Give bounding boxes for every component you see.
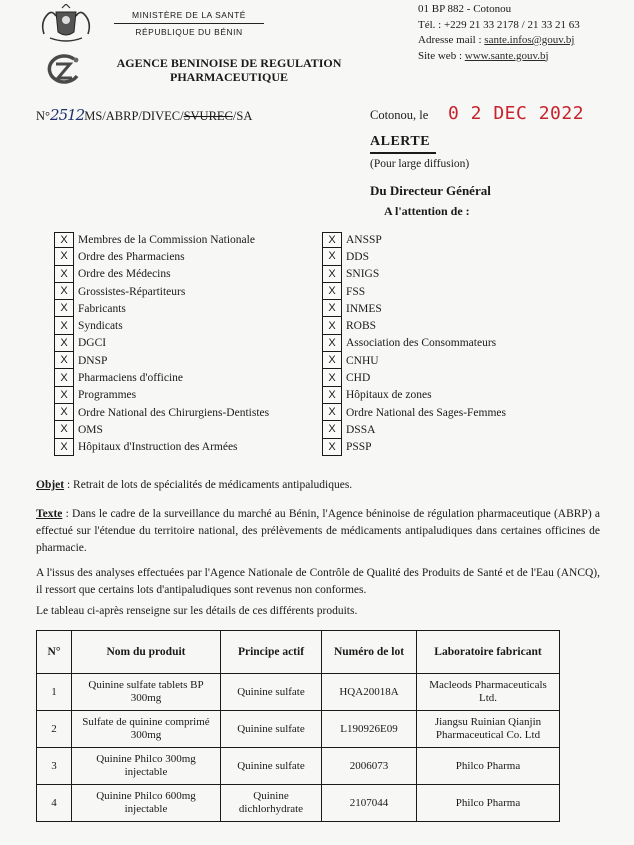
abrp-logo-icon xyxy=(44,54,84,86)
recipient-label: OMS xyxy=(78,423,103,436)
cell-product: Quinine Philco 600mg injectable xyxy=(72,785,221,822)
cell-no: 4 xyxy=(37,785,72,822)
contact-tel: Tél. : +229 21 33 2178 / 21 33 21 63 xyxy=(418,18,580,31)
cell-lab: Jiangsu Ruinian Qianjin Pharmaceutical Co. Ltd xyxy=(417,711,560,748)
recipient-row xyxy=(322,369,506,386)
recipient-checkbox: X xyxy=(54,300,74,317)
table-body xyxy=(37,674,560,822)
recipient-label: Association des Consommateurs xyxy=(346,337,497,350)
recipient-row xyxy=(54,283,269,300)
contact-bp: 01 BP 882 - Cotonou xyxy=(418,3,512,15)
agency-name-line1: AGENCE BENINOISE DE REGULATION xyxy=(116,56,342,70)
recipient-row xyxy=(54,248,269,265)
cell-lab: Philco Pharma xyxy=(417,748,560,785)
recipient-label: CHD xyxy=(346,372,371,385)
cell-active: Quinine sulfate xyxy=(221,748,322,785)
table-row xyxy=(37,711,560,748)
agency-name-line2: PHARMACEUTIQUE xyxy=(169,70,288,84)
recipient-checkbox: X xyxy=(322,266,342,283)
recipient-label: DDS xyxy=(346,250,370,263)
recipient-checkbox: X xyxy=(54,352,74,369)
place-label: Cotonou, le xyxy=(370,108,429,122)
recipient-row xyxy=(54,404,269,421)
header-product: Nom du produit xyxy=(72,631,221,674)
recipient-label: ANSSP xyxy=(346,233,382,246)
recipient-row xyxy=(322,387,506,404)
texte-paragraph-3: Le tableau ci-après renseigne sur les détails de ces différents produits. xyxy=(36,605,358,617)
contact-block xyxy=(418,2,628,64)
recipient-checkbox: X xyxy=(54,248,74,265)
reference-path-struck: SVUREC xyxy=(183,109,233,123)
recipient-row xyxy=(322,283,506,300)
recipient-label: Ordre des Médecins xyxy=(78,268,171,281)
recipient-label: Programmes xyxy=(78,389,137,402)
recipient-row xyxy=(322,352,506,369)
recipient-row xyxy=(54,421,269,438)
cell-product: Quinine Philco 300mg injectable xyxy=(72,748,221,785)
texte-paragraph-2: A l'issus des analyses effectuées par l'Agence Nationale de Contrôle de Qualité des Produits de Santé et de l'Eau (ANCQ), il ressort que certains lots d'antipaludiques sont revenus non conformes. xyxy=(36,567,600,596)
reference-handwritten-number: 2512 xyxy=(50,106,85,124)
recipient-checkbox: X xyxy=(54,387,74,404)
recipient-row xyxy=(322,248,506,265)
recipient-label: Ordre National des Chirurgiens-Dentistes xyxy=(78,406,270,419)
recipient-label: Hôpitaux de zones xyxy=(346,389,432,402)
cell-no: 1 xyxy=(37,674,72,711)
recipient-row xyxy=(54,317,269,334)
header-lot: Numéro de lot xyxy=(322,631,417,674)
recipient-checkbox: X xyxy=(322,232,342,248)
recipient-label: CNHU xyxy=(346,354,379,367)
recipient-checkbox: X xyxy=(322,335,342,352)
recipient-row xyxy=(322,404,506,421)
reference-prefix: N° xyxy=(36,109,51,123)
texte-paragraph-1 xyxy=(36,506,600,557)
recipient-row xyxy=(322,266,506,283)
contact-web-row xyxy=(418,49,628,65)
recipient-checkbox: X xyxy=(322,283,342,300)
recipient-row xyxy=(54,335,269,352)
recipient-row xyxy=(54,231,269,248)
cell-no: 3 xyxy=(37,748,72,785)
contact-web-label: Site web : xyxy=(418,49,465,62)
recipient-row xyxy=(54,387,269,404)
recipients-left-column xyxy=(54,231,269,456)
recipient-checkbox: X xyxy=(54,369,74,386)
cell-lot: HQA20018A xyxy=(322,674,417,711)
agency-name xyxy=(100,56,358,84)
header-lab: Laboratoire fabricant xyxy=(417,631,560,674)
recipient-label: Ordre des Pharmaciens xyxy=(78,250,185,263)
recipient-checkbox: X xyxy=(322,421,342,438)
recipient-label: Ordre National des Sages-Femmes xyxy=(346,406,507,419)
recipient-checkbox: X xyxy=(322,387,342,404)
recipient-label: INMES xyxy=(346,302,382,315)
recipient-row xyxy=(54,439,269,456)
recipient-label: Fabricants xyxy=(78,302,126,315)
recipient-row xyxy=(322,300,506,317)
header-active: Principe actif xyxy=(221,631,322,674)
recipient-checkbox: X xyxy=(54,266,74,283)
alert-from: Du Directeur Général xyxy=(370,183,491,198)
cell-lab: Macleods Pharmaceuticals Ltd. xyxy=(417,674,560,711)
cell-product: Quinine sulfate tablets BP 300mg xyxy=(72,674,221,711)
recipient-label: Hôpitaux d'Instruction des Armées xyxy=(78,441,238,454)
recipient-row xyxy=(322,231,506,248)
recipient-checkbox: X xyxy=(322,352,342,369)
recipient-label: Grossistes-Répartiteurs xyxy=(78,285,186,298)
reference-path-start: MS/ABRP/DIVEC/ xyxy=(84,109,184,123)
texte-label: Texte xyxy=(36,508,63,520)
recipient-checkbox: X xyxy=(54,421,74,438)
recipient-label: Syndicats xyxy=(78,320,123,333)
table-row xyxy=(37,748,560,785)
recipient-row xyxy=(322,317,506,334)
recipients-right-column xyxy=(322,231,506,456)
alert-subtitle: (Pour large diffusion) xyxy=(370,158,470,170)
table-header-row xyxy=(37,631,560,674)
recipient-label: ROBS xyxy=(346,320,377,333)
products-table xyxy=(36,630,560,822)
objet-text: : Retrait de lots de spécialités de médicaments antipaludiques. xyxy=(64,479,353,491)
recipient-checkbox: X xyxy=(322,404,342,421)
recipient-label: Membres de la Commission Nationale xyxy=(78,233,255,246)
recipient-row xyxy=(54,266,269,283)
recipient-row xyxy=(54,352,269,369)
recipient-checkbox: X xyxy=(54,317,74,334)
recipient-row xyxy=(322,335,506,352)
cell-active: Quinine sulfate xyxy=(221,711,322,748)
recipient-label: DSSA xyxy=(346,423,376,436)
recipient-checkbox: X xyxy=(54,439,74,456)
recipient-checkbox: X xyxy=(322,369,342,386)
recipient-label: PSSP xyxy=(346,441,372,454)
date-stamp: 0 2 DEC 2022 xyxy=(448,103,585,124)
ministry-name: MINISTÈRE DE LA SANTÉ xyxy=(132,10,246,20)
recipient-checkbox: X xyxy=(322,317,342,334)
alert-title: ALERTE xyxy=(370,134,431,149)
header-no: N° xyxy=(37,631,72,674)
cell-lab: Philco Pharma xyxy=(417,785,560,822)
cell-product: Sulfate de quinine comprimé 300mg xyxy=(72,711,221,748)
recipient-checkbox: X xyxy=(322,248,342,265)
texte-p1: : Dans le cadre de la surveillance du marché au Bénin, l'Agence béninoise de régulation pharmaceutique (ABRP) a effectué sur l'étendue du territoire national, des prélèvements de médicaments antipaludiques dans certaines officines de pharmacie. xyxy=(36,508,600,554)
cell-lot: 2006073 xyxy=(322,748,417,785)
recipient-label: DGCI xyxy=(78,337,107,350)
objet-paragraph xyxy=(36,477,600,494)
contact-email-row xyxy=(418,33,628,49)
table-row xyxy=(37,785,560,822)
recipient-checkbox: X xyxy=(322,300,342,317)
recipient-checkbox: X xyxy=(54,283,74,300)
cell-active: Quinine sulfate xyxy=(221,674,322,711)
recipient-label: SNIGS xyxy=(346,268,380,281)
contact-email-label: Adresse mail : xyxy=(418,34,485,46)
cell-lot: L190926E09 xyxy=(322,711,417,748)
cell-no: 2 xyxy=(37,711,72,748)
ministry-block xyxy=(114,8,264,39)
recipient-label: DNSP xyxy=(78,354,108,367)
table-row xyxy=(37,674,560,711)
recipient-row xyxy=(54,369,269,386)
objet-label: Objet xyxy=(36,479,65,491)
contact-web-link[interactable]: www.sante.gouv.bj xyxy=(464,49,549,62)
alert-to: A l'attention de : xyxy=(384,204,470,218)
alert-title-underline xyxy=(370,152,436,154)
republic-name: RÉPUBLIQUE DU BÉNIN xyxy=(135,27,243,37)
recipient-label: FSS xyxy=(346,285,366,298)
reference-number xyxy=(36,106,252,124)
recipient-row xyxy=(54,300,269,317)
reference-path-end: /SA xyxy=(232,109,253,123)
recipient-row xyxy=(322,421,506,438)
benin-coat-of-arms-icon xyxy=(36,4,96,44)
recipient-checkbox: X xyxy=(54,335,74,352)
recipient-label: Pharmaciens d'officine xyxy=(78,372,184,385)
ministry-rule xyxy=(114,23,264,24)
recipient-checkbox: X xyxy=(322,439,342,456)
recipient-checkbox: X xyxy=(54,404,74,421)
recipient-checkbox: X xyxy=(54,232,74,248)
cell-active: Quinine dichlorhydrate xyxy=(221,785,322,822)
contact-email-link[interactable]: sante.infos@gouv.bj xyxy=(484,34,575,46)
recipient-row xyxy=(322,439,506,456)
cell-lot: 2107044 xyxy=(322,785,417,822)
